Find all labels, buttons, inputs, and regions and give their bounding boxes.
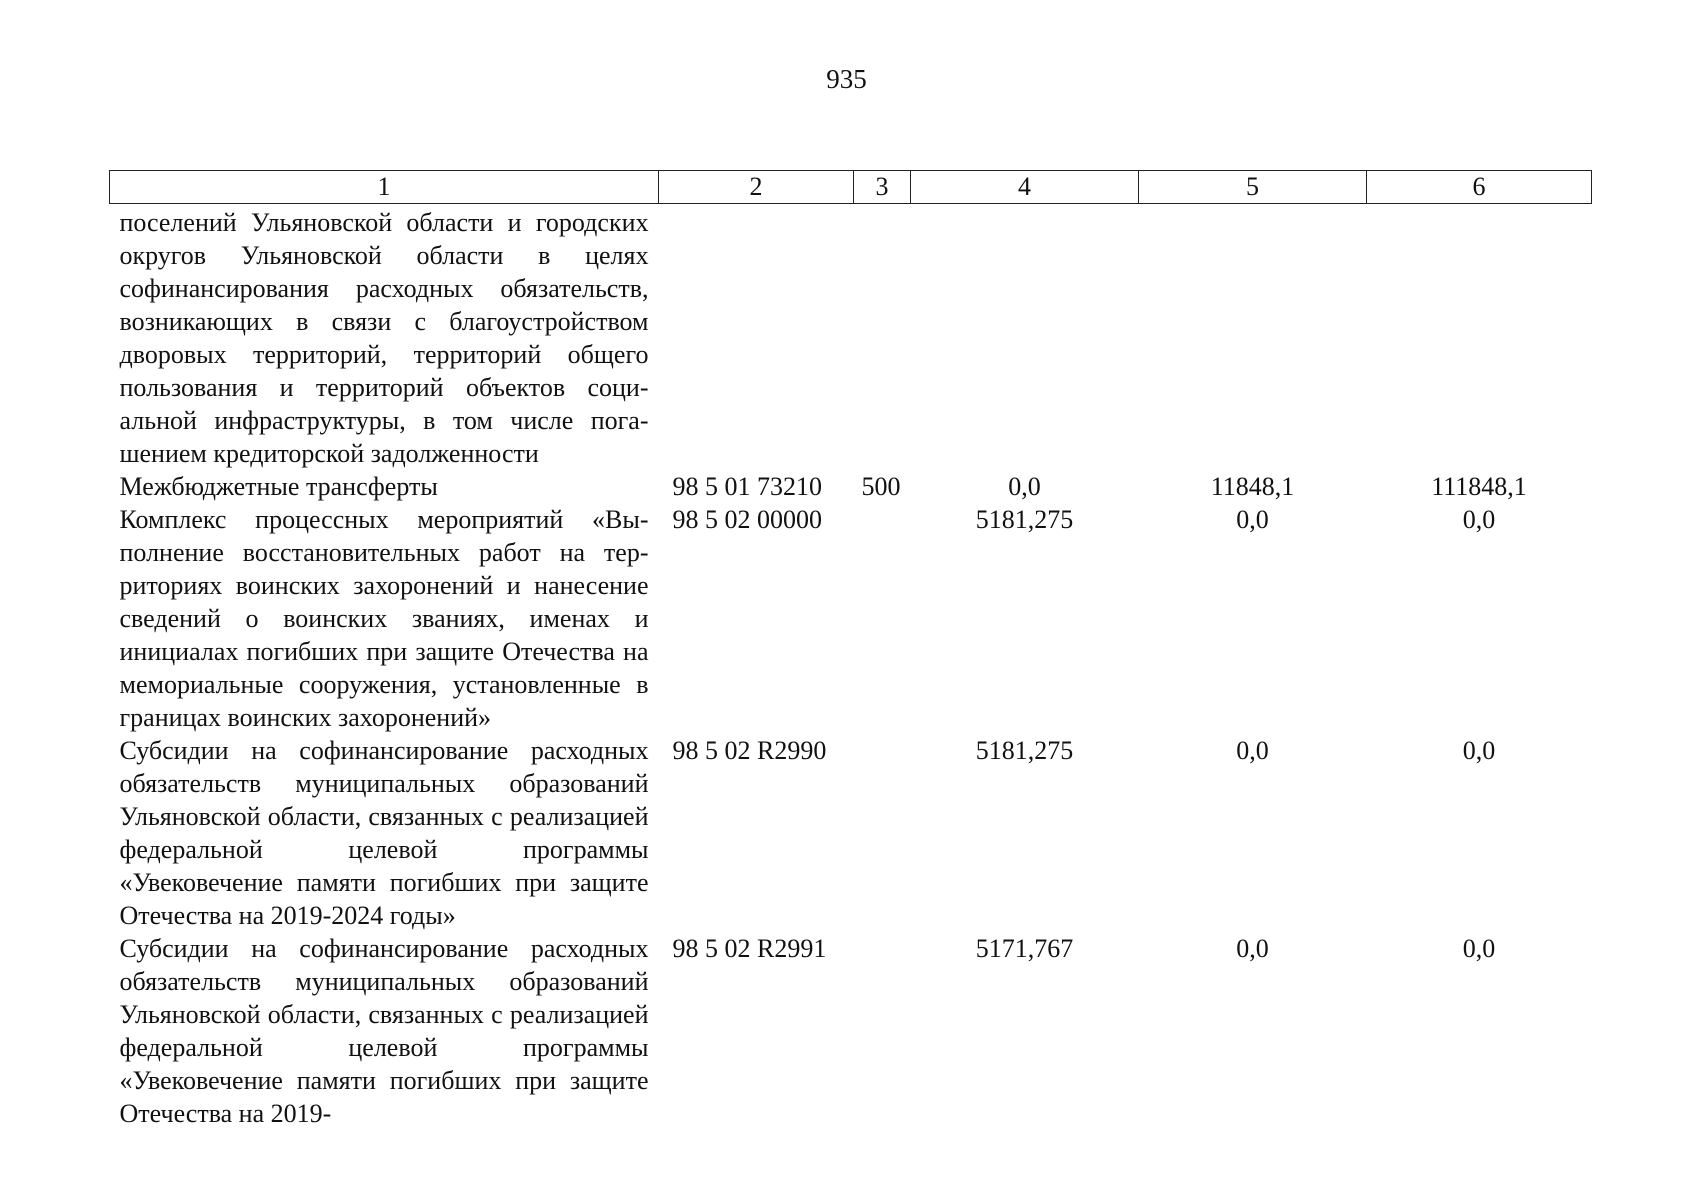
- header-col-2: 2: [659, 171, 854, 204]
- table-row: [110, 470, 1592, 503]
- row-value-6: 0,0: [1462, 505, 1496, 534]
- table-body: [110, 204, 1592, 1131]
- description-text: Межбюджетные трансферты: [119, 472, 438, 501]
- row-value-6: [1367, 204, 1592, 471]
- budget-table: [109, 170, 1592, 1130]
- row-kind: [854, 204, 911, 471]
- row-code: 98 5 02 00000: [672, 505, 822, 534]
- table-row: [110, 204, 1592, 471]
- table-row: [110, 734, 1592, 932]
- row-value-5: [1139, 204, 1367, 471]
- row-kind: [854, 503, 911, 734]
- header-row: [110, 171, 1592, 204]
- row-code: 98 5 02 R2991: [672, 934, 827, 963]
- row-description: [110, 470, 659, 503]
- row-description: [110, 503, 659, 734]
- description-text: Комплекс процессных мероприятий «Выполнение восстановительных работ на территориях воинских захоронений и нанесение сведений о воинских званиях, именах и инициалах погибших при защите Отечества на мемориальные сооружения, установленные в границах воинских захоронений»: [119, 505, 649, 732]
- row-value-5: 0,0: [1236, 505, 1269, 534]
- description-text: Субсидии на софинансирование расходных обязательств муниципальных образований Ульяновской области, связанных с реализацией федеральной целевой программы «Увековечение памяти погибших при защите Отечества на 2019-: [119, 934, 649, 1128]
- row-value-5: 0,0: [1236, 934, 1269, 963]
- row-value-6: 0,0: [1462, 736, 1496, 765]
- row-code: [659, 204, 854, 471]
- row-value-6: 111848,1: [1431, 472, 1527, 501]
- row-value-4: [911, 204, 1139, 471]
- description-text: поселений Ульяновской области и городских округов Ульяновской области в целях софинансирования расходных обязательств, возникающих в связи с благоустройством дворовых территорий, территорий общего пользования и территорий объектов социальной инфраструктуры, в том числе погашением кредиторской задолженности: [119, 208, 649, 468]
- row-kind: 500: [861, 472, 901, 501]
- header-col-3: 3: [854, 171, 911, 204]
- row-code: 98 5 02 R2990: [672, 736, 827, 765]
- table-row: [110, 932, 1592, 1130]
- row-kind: [854, 932, 911, 1130]
- table-row: [110, 503, 1592, 734]
- header-col-4: 4: [911, 171, 1139, 204]
- row-description: [110, 932, 659, 1130]
- header-col-6: 6: [1367, 171, 1592, 204]
- row-description: [110, 204, 659, 471]
- row-value-4: 5181,275: [975, 736, 1074, 765]
- row-value-5: 0,0: [1236, 736, 1269, 765]
- row-value-5: 11848,1: [1210, 472, 1295, 501]
- row-value-4: 5171,767: [975, 934, 1074, 963]
- row-description: [110, 734, 659, 932]
- table-header: [110, 171, 1592, 204]
- row-value-4: 0,0: [1008, 472, 1041, 501]
- description-text: Субсидии на софинансирование расходных обязательств муниципальных образований Ульяновской области, связанных с реализацией федеральной целевой программы «Увековечение памяти погибших при защите Отечества на 2019-2024 годы»: [119, 736, 649, 930]
- page-number: 935: [826, 64, 867, 94]
- header-col-5: 5: [1139, 171, 1367, 204]
- row-kind: [854, 734, 911, 932]
- row-value-6: 0,0: [1462, 934, 1496, 963]
- row-value-4: 5181,275: [975, 505, 1074, 534]
- row-code: 98 5 01 73210: [672, 472, 822, 501]
- header-col-1: 1: [110, 171, 659, 204]
